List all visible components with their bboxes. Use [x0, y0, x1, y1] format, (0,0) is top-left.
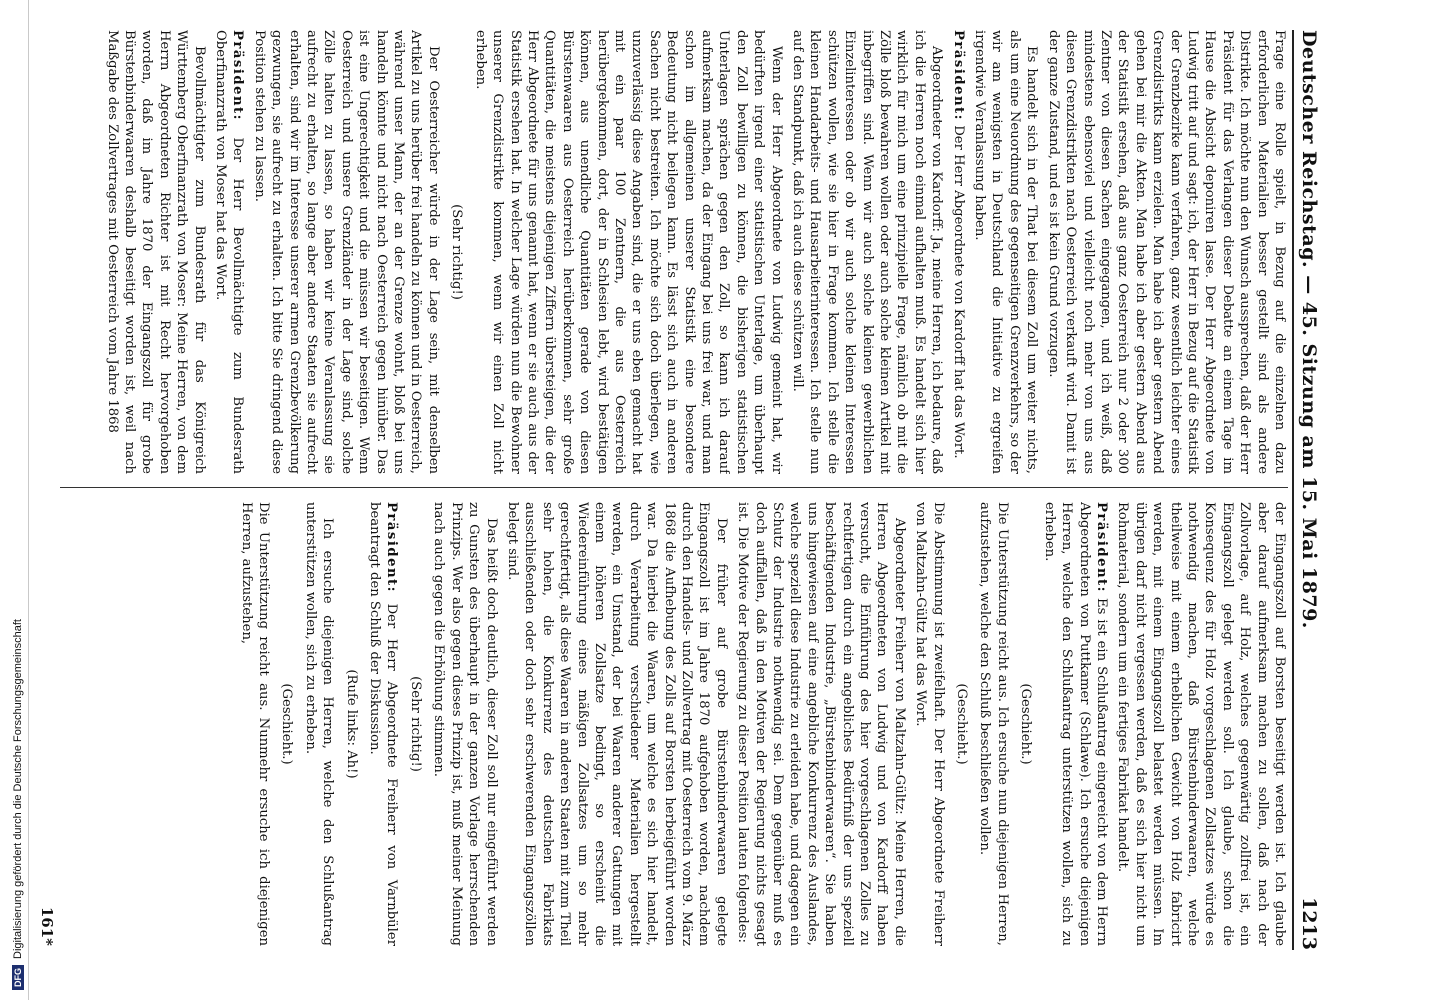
left-column	[60, 30, 1288, 474]
dfg-logo: DFG	[12, 965, 24, 990]
document-page-viewport	[30, 10, 1340, 970]
document-page	[30, 10, 1340, 970]
paragraph	[366, 502, 401, 946]
paragraph: Die Unterstützung reicht aus. Nunmehr ersuche ich diejenigen Herren, aufzustehen,	[238, 502, 272, 946]
page-header-title: Deutscher Reichstag. — 45. Sitzung am 15. Mai 1879.	[1298, 30, 1320, 629]
speaker-label: Präsident:	[1093, 502, 1109, 594]
paragraph	[212, 30, 247, 474]
paragraph: Frage eine Rolle spielt, in Bezug auf die einzelnen dazu erforderlichen Materialien besser gestellt sind als andere Distrikte. Ich möchte nun den Wunsch aussprechen, daß der Herr Präsident für das Verlangen dieser Debatte an einem Tage im Hause die Absicht deponiren lasse. Der Herr Abgeordnete von Ludwig tritt auf und sagt: ich, der Herr in Bezug auf die Statistik der Grenzbezirke kann verfahren, ganz wesentlich leichter eines Grenzdistrikts kann erzielen. Man habe ich aber gestern Abend gehen bei mir die Akten. Man habe ich aber gestern Abend aus der Statistik ersehen, daß aus ganz Oesterreich nur 2 oder 300 Zentner von diesen Sachen eingegangen, und ich weiß, daß mindestens ebensoviel und vielleicht noch mehr von uns aus diesen Grenzdistrikten nach Oesterreich verkauft wird. Damit ist der ganze Zustand, und es ist kein Grund vorzugen.	[1045, 30, 1287, 474]
speech-text: Der Herr Abgeordnete von Kardorff hat das Wort.	[950, 121, 966, 459]
credit-text: Digitalisierung gefördert durch die Deutsche Forschungsgemeinschaft	[12, 619, 24, 959]
paragraph: Abgeordneter von Kardorff: Ja, meine Herren, ich bedaure, daß ich die Herren noch einmal aufhalten muß. Es handelt sich hier wirklich für mich um eine prinzipielle Frage, nämlich ob mit die Zölle bloß bewahren wollen oder auch solche kleinen Artikel mit inbegriffen sind. Wenn wir auch solche kleinen gewerblichen Einzelinteressen oder ob wir auch solche kleinen Interessen schützen wollen, wie sie hier in Frage kommen. Ich stelle die kleinen Handarbeits- und Hausarbeiterinteressen. Ich stelle nun auf den Standpunkt, daß ich auch diese schützen will.	[790, 30, 945, 474]
paragraph: Abgeordneter Freiherr von Maltzahn-Gültz: Meine Herren, die Herren Abgeordneten von Ludwig und von Kardorff haben versucht, die Einführung des hier vorgeschlagenen Zolles zu rechtfertigen durch ein angebliches Bedürfniß der uns speziell beschäftigenden Industrie, „Bürstenbinderwaaren“. Sie haben uns hingewiesen auf eine angebliche Konkurrenz des Auslandes, welche speziell diese Industrie zu erleiden habe, und dagegen ein Schutz der Industrie nothwendig sei. Dem gegenüber muß es doch auffallen, daß in den Motiven der Regierung nichts gesagt ist. Die Motive der Regierung zu dieser Position lauten folgendes:	[735, 502, 907, 946]
paragraph: Es handelt sich in der That bei diesem Zoll um weiter nichts, als um eine Neuordnung des gegenseitigen Grenzverkehrs, so der wir am wenigsten in Deutschland die Initiative zu ergreifen irgendwie Veranlassung haben.	[972, 30, 1040, 474]
scan-edge-divider	[28, 0, 29, 1000]
sidebar-credit	[0, 0, 24, 1000]
page-header	[1292, 30, 1332, 950]
interjection: (Geschieht.)	[954, 683, 970, 765]
paragraph: Der Oesterreicher würde in der Lage sein, mit denselben Artikel zu uns herüber frei handeln zu können und in Oesterreich, während unser Mann, der an der Grenze wohnt, bloß bei uns handeln könnte und nicht nach Oesterreich gegen hinüber. Das ist eine Ungerechtigkeit und die müssen wir beseitigen. Wenn Oesterreich und unsere Grenzländer in der Lage sind, solche Zölle halten zu lassen, so haben wir keine Veranlassung sie aufrecht zu erhalten, so lange aber andere Staaten sie aufrecht erhalten, sind wir im Interesse unserer armen Grenzbevölkerung gezwungen, sie aufrecht zu erhalten. Ich bitte Sie dringend diese Position stehen zu lassen.	[251, 30, 441, 474]
interjection: (Rufe links: Ah!)	[343, 669, 359, 779]
paragraph	[949, 30, 966, 474]
paragraph: Das heißt doch deutlich, dieser Zoll soll nur eingeführt werden zu Gunsten des überhaupt in der ganzen Vorlage herrschenden Prinzips. Wer also gegen dieses Prinzip ist, muß meiner Meinung nach auch gegen die Erhöhung stimmen.	[431, 502, 499, 946]
speaker-label: Präsident:	[950, 30, 966, 122]
paragraph: Bevollmächtigter zum Bundesrath für das Königreich Württemberg Oberfinanzrath von Moser: Meine Herren, von dem Herrn Abgeordneten Richter ist mit Recht hervorgehoben worden, daß im Jahre 1870 der Eingangszoll für grobe Bürstenbinderwaaren deshalb beseitigt worden ist, weil nach Maßgabe des Zollvertrages mit Oesterreich vom Jahre 1868	[104, 30, 207, 474]
column-divider	[60, 487, 1288, 488]
interjection: (Geschieht.)	[279, 683, 295, 765]
speaker-label: Präsident:	[384, 502, 400, 594]
right-column	[60, 502, 1288, 946]
digitization-credit	[12, 619, 24, 990]
speech-text: Es ist ein Schlußantrag eingereicht von dem Herrn Abgeordneten von Puttkamer (Schlawe). Ich ersuche diejenigen Herren, welche den Schlußantrag unterstützen wollen, sich zu erheben.	[1041, 502, 1109, 946]
interjection: (Sehr richtig!)	[407, 676, 423, 772]
page-number: 1213	[1298, 897, 1320, 950]
paragraph: Die Abstimmung ist zweifelhaft. Der Herr Abgeordnete Freiherr von Maltzahn-Gültz hat das Wort.	[913, 502, 946, 946]
speech-text: Der Herr Abgeordnete Freiherr von Varnbüler beantragt den Schluß der Diskussion.	[367, 502, 400, 946]
signature-mark: 161*	[38, 906, 56, 946]
paragraph	[1040, 502, 1110, 946]
interjection: (Sehr richtig!)	[449, 204, 465, 300]
paragraph: Ich ersuche diejenigen Herren, welche den Schlußantrag unterstützen wollen, sich zu erheben.	[302, 502, 336, 946]
speech-text: Der Herr Bevollmächtigte zum Bundesrath Oberfinanzrath von Moser hat das Wort.	[213, 30, 246, 474]
paragraph: der Eingangszoll auf Borsten beseitigt werden ist. Ich glaube aber darauf aufmerksam machen zu sollen, daß nach der Zollvorlage, auf Holz, welches gegenwärtig zollfrei ist, ein Eingangszoll gelegt werden soll. Ich glaube, schon die Konsequenz des für Holz vorgeschlagenen Zollsatzes würde es nothwendig machen, daß Bürstenbinderwaaren, welche theilweise mit einem erheblichen Gewicht von Holz fabricirt werden, mit einem Eingangszoll belastet werden müssen. Im übrigen darf nicht vergessen werden, daß es sich hier nicht um Rohmaterial, sondern um ein fertiges Fabrikat handelt.	[1115, 502, 1287, 946]
speaker-label: Präsident:	[230, 30, 246, 122]
paragraph: Der früher auf grobe Bürstenbinderwaaren gelegte Eingangszoll ist im Jahre 1870 aufgehoben worden, nachdem durch den Handels- und Zollvertrag mit Oesterreich vom 9. März 1868 die Aufhebung des Zolls auf Borsten herbeigeführt worden war. Da hierbei die Waaren, um welche es sich hier handelt, durch Verarbeitung verschiedener Materialien hergestellt werden, ein Umstand, der bei Waaren anderer Gattungen mit einem höheren Zollsatze bedingt, so erscheint die Wiedereinführung eines mäßigen Zollsatzes um so mehr gerechtfertigt, als diese Waaren in anderen Staaten mit zum Theil sehr hohen, die Konkurrenz des deutschen Fabrikats ausschließenden oder doch sehr erschwerenden Eingangszöllen belegt sind.	[504, 502, 729, 946]
paragraph: Die Unterstützung reicht aus. Ich ersuche nun diejenigen Herren, aufzustehen, welche den Schluß beschließen wollen.	[977, 502, 1010, 946]
interjection: (Geschieht.)	[1018, 683, 1034, 765]
paragraph: Wenn der Herr Abgeordnete von Ludwig gemeint hat, wir bedürften irgend einer statistischen Unterlage, um überhaupt den Zoll bewilligen zu können, die bisherigen statistischen Unterlagen sprächen gegen den Zoll, so kann ich darauf aufmerksam machen, da der Eingang bei uns frei war, und man schon im allgemeinen unserer Statistik eine besondere Bedeutung nicht beilegen kann. Es lässt sich auch in anderen Sachen nicht bestreiten. Ich möchte sich doch überlegen, wie unzuverlässig diese Angaben sind, die er uns eben gemacht hat mit ein paar 100 Zentnern, die aus Oesterreich herübergekommen, dort, der in Schlesien lebt, wird bestätigen können, aus unendliche Quantitäten gerade von diesen Bürstenwaaren aus Oesterreich herüberkommen, sehr große Quantitäten, die meistens diejenigen Ziffern übersteigen, die der Herr Abgeordnete für uns genannt hat, wenn er sie auch aus der Statistik ersehen hat. In welcher Lage würden nun die Bewohner unserer Grenzdistrikte kommen, wenn wir einen Zoll nicht erheben.	[472, 30, 784, 474]
